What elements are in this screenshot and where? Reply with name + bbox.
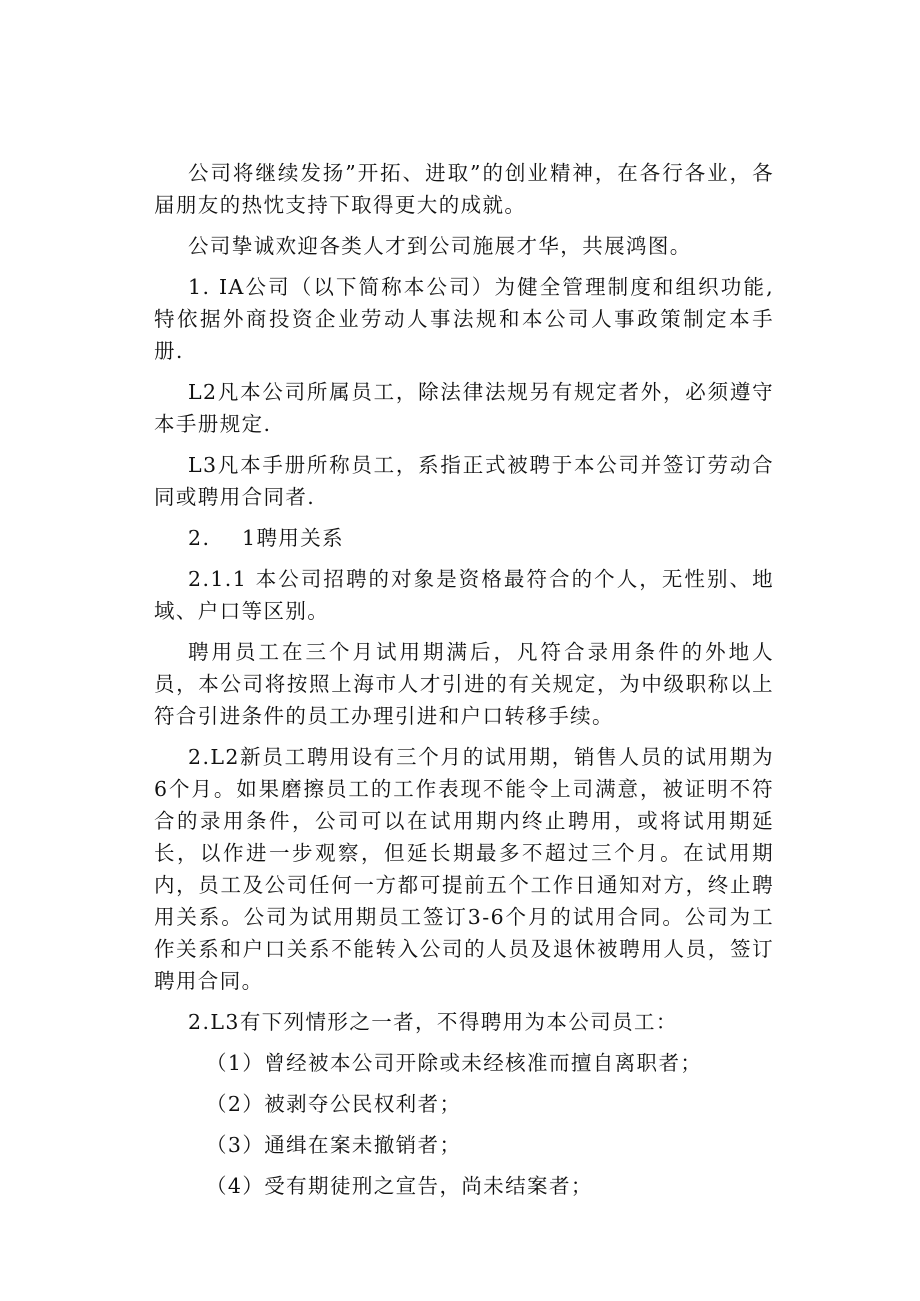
list-item: （2）被剥夺公民权利者； [206,1092,462,1116]
paragraph-2-1-1: 2.1.1 本公司招聘的对象是资格最符合的个人，无性别、地域、户口等区别。 [154,567,774,623]
paragraph-1-2: L2凡本公司所属员工，除法律法规另有规定者外，必须遵守本手册规定. [154,380,774,436]
paragraph-intro-spirit: 公司将继续发扬”开拓、进取”的创业精神，在各行各业，各届朋友的热忱支持下取得更大的成就。 [154,161,774,217]
paragraph-1-3: L3凡本手册所称员工，系指正式被聘于本公司并签订劳动合同或聘用合同者. [154,453,774,509]
section-heading-employment: 2. 1聘用关系 [188,526,345,550]
paragraph-1-1: 1. IA公司（以下简称本公司）为健全管理制度和组织功能,特依据外商投资企业劳动人事法规和本公司人事政策制定本手册. [154,275,774,363]
paragraph-2-1-2: 2.L2新员工聘用设有三个月的试用期，销售人员的试用期为6个月。如果磨擦员工的工作表现不能令上司满意，被证明不符合的录用条件，公司可以在试用期内终止聘用，或将试用期延长，以作进一步观察，但延长期最多不超过三个月。在试用期内，员工及公司任何一方都可提前五个工作日通知对方，终止聘用关系。公司为试用期员工签订3-6个月的试用合同。公司为工作关系和户口关系不能转入公司的人员及退休被聘用人员，签订聘用合同。 [154,745,774,993]
paragraph-2-1-3: 2.L3有下列情形之一者，不得聘用为本公司员工： [188,1010,678,1034]
document-page [154,157,774,1211]
paragraph-talent-introduction: 聘用员工在三个月试用期满后，凡符合录用条件的外地人员，本公司将按照上海市人才引进的有关规定，为中级职称以上符合引进条件的员工办理引进和户口转移手续。 [154,640,774,728]
list-item: （1）曾经被本公司开除或未经核准而擅自离职者； [206,1051,703,1075]
list-item: （4）受有期徒刑之宣告，尚未结案者； [206,1174,593,1198]
list-item: （3）通缉在案未撤销者； [206,1133,462,1157]
paragraph-welcome: 公司挚诚欢迎各类人才到公司施展才华，共展鸿图。 [188,234,692,258]
